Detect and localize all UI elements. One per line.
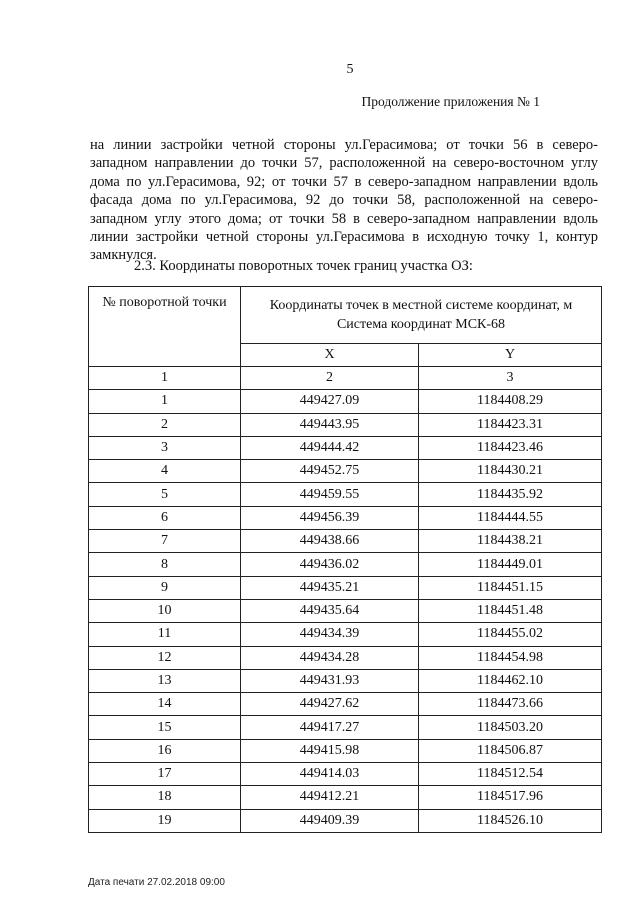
table-row: [89, 413, 602, 436]
point-number-cell: 19: [89, 809, 241, 832]
coordinates-table-body: [89, 390, 602, 833]
x-coordinate-cell: 449412.21: [241, 786, 419, 809]
y-coordinate-cell: 1184444.55: [419, 506, 602, 529]
x-coordinate-cell: 449417.27: [241, 716, 419, 739]
section-heading: 2.3. Координаты поворотных точек границ участка ОЗ:: [134, 258, 473, 274]
point-number-cell: 18: [89, 786, 241, 809]
x-coordinate-cell: 449452.75: [241, 460, 419, 483]
x-coordinate-cell: 449434.28: [241, 646, 419, 669]
point-number-cell: 11: [89, 623, 241, 646]
point-number-cell: 6: [89, 506, 241, 529]
table-row: [89, 390, 602, 413]
y-coordinate-cell: 1184423.31: [419, 413, 602, 436]
table-row: [89, 763, 602, 786]
x-coordinate-cell: 449431.93: [241, 669, 419, 692]
table-row: [89, 693, 602, 716]
header-y: Y: [419, 344, 602, 367]
point-number-cell: 14: [89, 693, 241, 716]
point-number-cell: 4: [89, 460, 241, 483]
point-number-cell: 3: [89, 436, 241, 459]
header-coordinates-line1: Координаты точек в местной системе координат, м: [269, 298, 573, 313]
table-row: [89, 506, 602, 529]
point-number-cell: 8: [89, 553, 241, 576]
table-row: [89, 436, 602, 459]
x-coordinate-cell: 449436.02: [241, 553, 419, 576]
header-x: X: [241, 344, 419, 367]
y-coordinate-cell: 1184454.98: [419, 646, 602, 669]
x-coordinate-cell: 449444.42: [241, 436, 419, 459]
body-paragraph-text: на линии застройки четной стороны ул.Герасимова; от точки 56 в северо-западном направлении до точки 57, расположенной на северо-восточном углу дома по ул.Герасимова, 92; от точки 57 в северо-западном направлении вдоль фасада дома по ул.Герасимова, 92 до точки 58, расположенной на северо-западном углу этого дома; от точки 58 в северо-западном направлении вдоль линии застройки четной стороны ул.Герасимова в исходную точку 1, контур замкнулся.: [90, 137, 598, 264]
x-coordinate-cell: 449415.98: [241, 739, 419, 762]
point-number-cell: 15: [89, 716, 241, 739]
x-coordinate-cell: 449435.64: [241, 599, 419, 622]
y-coordinate-cell: 1184526.10: [419, 809, 602, 832]
y-coordinate-cell: 1184455.02: [419, 623, 602, 646]
column-number-3: 3: [419, 367, 602, 390]
appendix-note: Продолжение приложения № 1: [361, 94, 540, 109]
header-point-number: № поворотной точки: [89, 287, 241, 367]
table-row: [89, 623, 602, 646]
table-row: [89, 553, 602, 576]
point-number-cell: 13: [89, 669, 241, 692]
x-coordinate-cell: 449434.39: [241, 623, 419, 646]
table-row: [89, 460, 602, 483]
x-coordinate-cell: 449438.66: [241, 530, 419, 553]
y-coordinate-cell: 1184506.87: [419, 739, 602, 762]
y-coordinate-cell: 1184503.20: [419, 716, 602, 739]
point-number-cell: 1: [89, 390, 241, 413]
coordinates-table: [88, 286, 602, 833]
point-number-cell: 9: [89, 576, 241, 599]
table-row: [89, 716, 602, 739]
x-coordinate-cell: 449443.95: [241, 413, 419, 436]
table-row: [89, 786, 602, 809]
point-number-cell: 10: [89, 599, 241, 622]
point-number-cell: 16: [89, 739, 241, 762]
table-row: [89, 739, 602, 762]
header-coordinates-line2: Система координат МСК-68: [336, 317, 506, 332]
y-coordinate-cell: 1184449.01: [419, 553, 602, 576]
x-coordinate-cell: 449456.39: [241, 506, 419, 529]
x-coordinate-cell: 449414.03: [241, 763, 419, 786]
x-coordinate-cell: 449409.39: [241, 809, 419, 832]
body-paragraph: [90, 136, 598, 265]
print-date: Дата печати 27.02.2018 09:00: [88, 877, 225, 888]
y-coordinate-cell: 1184517.96: [419, 786, 602, 809]
table-row: [89, 646, 602, 669]
y-coordinate-cell: 1184430.21: [419, 460, 602, 483]
point-number-cell: 2: [89, 413, 241, 436]
column-number-2: 2: [241, 367, 419, 390]
point-number-cell: 17: [89, 763, 241, 786]
y-coordinate-cell: 1184451.48: [419, 599, 602, 622]
y-coordinate-cell: 1184512.54: [419, 763, 602, 786]
header-coordinates: [241, 287, 602, 344]
x-coordinate-cell: 449427.09: [241, 390, 419, 413]
point-number-cell: 12: [89, 646, 241, 669]
table-row: [89, 483, 602, 506]
y-coordinate-cell: 1184435.92: [419, 483, 602, 506]
page-number: 5: [346, 62, 354, 77]
y-coordinate-cell: 1184462.10: [419, 669, 602, 692]
point-number-cell: 7: [89, 530, 241, 553]
table-row: [89, 576, 602, 599]
y-coordinate-cell: 1184438.21: [419, 530, 602, 553]
table-row: [89, 530, 602, 553]
y-coordinate-cell: 1184408.29: [419, 390, 602, 413]
y-coordinate-cell: 1184423.46: [419, 436, 602, 459]
point-number-cell: 5: [89, 483, 241, 506]
x-coordinate-cell: 449435.21: [241, 576, 419, 599]
x-coordinate-cell: 449459.55: [241, 483, 419, 506]
table-row: [89, 669, 602, 692]
table-row: [89, 599, 602, 622]
y-coordinate-cell: 1184473.66: [419, 693, 602, 716]
table-row: [89, 809, 602, 832]
y-coordinate-cell: 1184451.15: [419, 576, 602, 599]
x-coordinate-cell: 449427.62: [241, 693, 419, 716]
column-number-1: 1: [89, 367, 241, 390]
